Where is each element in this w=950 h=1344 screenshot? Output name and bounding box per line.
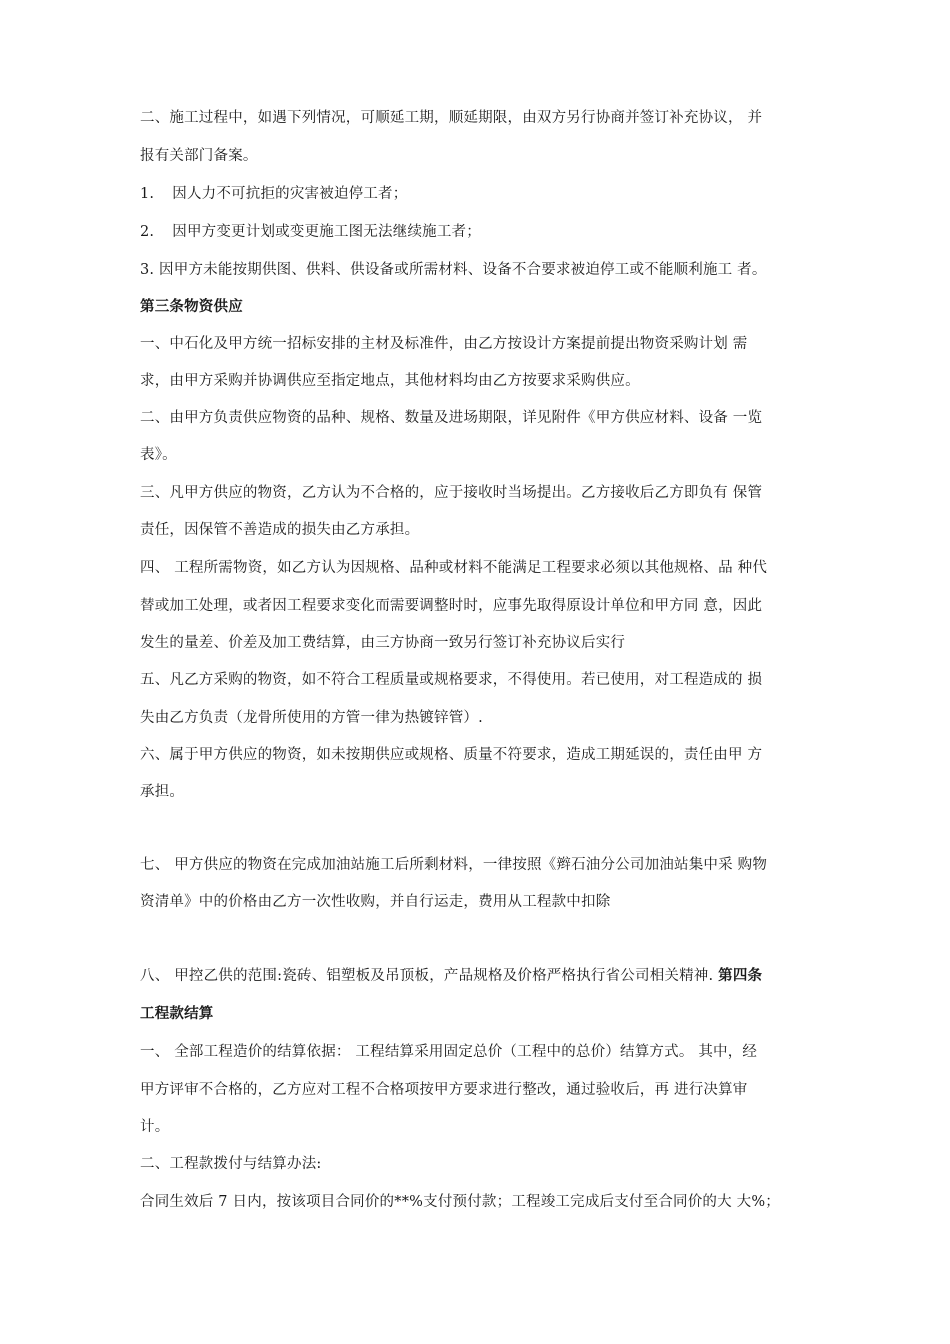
list-item-1 (140, 184, 407, 204)
article3-p7-line1: 七、 甲方供应的物资在完成加油站施工后所剩材料，一律按照《辫石油分公司加油站集中采 购物 (140, 857, 768, 873)
article4-p1-line1: 一、 全部工程造价的结算依据： 工程结算采用固定总价（工程中的总价）结算方式。 其中，经 (140, 1044, 758, 1060)
article4-p3-line: 合同生效后 7 日内，按该项目合同价的**%支付预付款；工程竣工完成后支付至合同价的大 大%； (140, 1194, 781, 1210)
article3-p8-text: 八、 甲控乙供的范围:瓷砖、铝塑板及吊顶板，产品规格及价格严格执行省公司相关精神. (140, 968, 714, 984)
article3-p4-line2: 替或加工处理，或者因工程要求变化而需要调整时时，应事先取得原设计单位和甲方同 意，因此 (140, 598, 763, 614)
article4-heading-part1: 第四条 (718, 968, 763, 984)
article3-p5-line1: 五、凡乙方采购的物资，如不符合工程质量或规格要求，不得使用。若已使用，对工程造成的 损 (140, 672, 763, 688)
article3-p4-line3: 发生的量差、价差及加工费结算，由三方协商一致另行签订补充协议后实行 (140, 635, 626, 651)
article3-p6-line1: 六、属于甲方供应的物资，如未按期供应或规格、质量不符要求，造成工期延误的，责任由甲 方 (140, 747, 763, 763)
article4-p1-line3: 计。 (140, 1119, 170, 1135)
paragraph-extension-intro-line2: 报有关部门备案。 (140, 148, 258, 164)
list-item-2 (140, 222, 481, 242)
article3-p8-line (140, 966, 762, 986)
paragraph-extension-intro-line1: 二、施工过程中，如遇下列情况，可顺延工期，顺延期限，由双方另行协商并签订补充协议， 并 (140, 110, 763, 126)
list-item-1-text: 因人力不可抗拒的灾害被迫停工者； (172, 186, 408, 202)
article4-p2-line: 二、工程款拨付与结算办法: (140, 1156, 322, 1172)
article3-heading: 第三条物资供应 (140, 299, 243, 315)
article3-p1-line2: 求，由甲方采购并协调供应至指定地点，其他材料均由乙方按要求采购供应。 (140, 373, 640, 389)
article3-p3-line2: 责任，因保管不善造成的损失由乙方承担。 (140, 522, 420, 538)
article3-p5-line2: 失由乙方负责（龙骨所使用的方管一律为热镀锌管）. (140, 710, 483, 726)
article3-p1-line1: 一、中石化及甲方统一招标安排的主材及标准件，由乙方按设计方案提前提出物资采购计划 需 (140, 336, 748, 352)
list-item-2-text: 因甲方变更计划或变更施工图无法继续施工者； (172, 224, 481, 240)
article3-p3-line1: 三、凡甲方供应的物资，乙方认为不合格的，应于接收时当场提出。乙方接收后乙方即负有 保管 (140, 485, 763, 501)
article3-p2-line2: 表》。 (140, 447, 177, 463)
article3-p6-line2: 承担。 (140, 784, 185, 800)
article3-p2-line1: 二、由甲方负责供应物资的品种、规格、数量及进场期限，详见附件《甲方供应材料、设备 一览 (140, 410, 763, 426)
article3-p4-line1: 四、 工程所需物资，如乙方认为因规格、品种或材料不能满足工程要求必须以其他规格、品 种代 (140, 560, 768, 576)
list-item-1-number: 1. (140, 186, 155, 202)
article3-p7-line2: 资清单》中的价格由乙方一次性收购，并自行运走，费用从工程款中扣除 (140, 894, 611, 910)
article4-p1-line2: 甲方评审不合格的，乙方应对工程不合格项按甲方要求进行整改，通过验收后，再 进行决算审 (140, 1082, 748, 1098)
article4-heading: 工程款结算 (140, 1006, 214, 1022)
list-item-3: 3. 因甲方未能按期供图、供料、供设备或所需材料、设备不合要求被迫停工或不能顺利施工 者。 (140, 262, 767, 278)
list-item-2-number: 2. (140, 224, 155, 240)
